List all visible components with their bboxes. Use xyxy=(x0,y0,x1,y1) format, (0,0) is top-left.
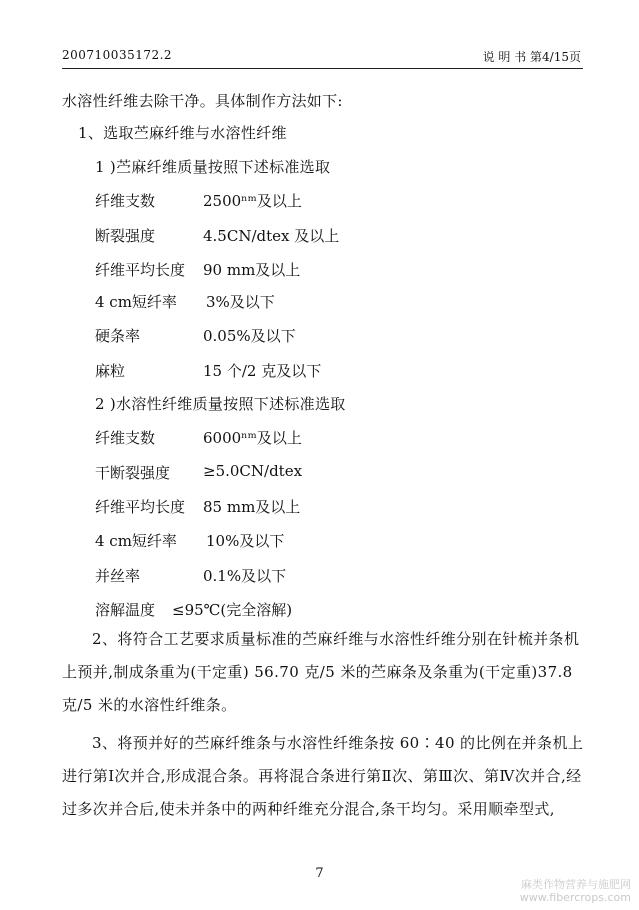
spec-label: 硬条率 xyxy=(95,327,141,345)
header-divider xyxy=(62,68,583,69)
spec-label: 纤维平均长度 xyxy=(95,261,186,279)
step1-title: 1、选取苎麻纤维与水溶性纤维 xyxy=(78,124,287,142)
page-info: 第4/15页 xyxy=(530,50,581,64)
spec-value: 15 个/2 克及以下 xyxy=(203,362,322,380)
spec-label: 4 cm短纤率 xyxy=(95,293,177,311)
ramie-spec-count xyxy=(95,190,575,210)
ramie-spec-strength xyxy=(95,225,575,245)
ws-spec-short-fiber xyxy=(95,530,575,550)
page-number: 7 xyxy=(315,866,324,881)
spec-value: 10%及以下 xyxy=(206,532,285,550)
spec-label: 溶解温度 xyxy=(95,601,156,619)
header-section-info xyxy=(483,48,581,65)
spec-value: 90 mm及以上 xyxy=(203,261,301,279)
spec-label: 并丝率 xyxy=(95,567,141,585)
spec-label: 4 cm短纤率 xyxy=(95,532,177,550)
ws-spec-dry-strength xyxy=(95,462,575,482)
step2-paragraph: 2、将符合工艺要求质量标准的苎麻纤维与水溶性纤维分别在针梳并条机上预并,制成条重为(干定重) 56.70 克/5 米的苎麻条及条重为(干定重)37.8 克/5 米的水溶性纤维条。 xyxy=(62,630,580,714)
spec-value: 0.05%及以下 xyxy=(203,327,296,345)
ws-spec-count xyxy=(95,427,575,447)
site-watermark xyxy=(520,878,631,904)
watersoluble-standard-title: 2 )水溶性纤维质量按照下述标准选取 xyxy=(95,395,346,413)
spec-value: ≥5.0CN/dtex xyxy=(203,462,303,480)
watermark-title: 麻类作物营养与施肥网 xyxy=(521,878,631,891)
intro-line: 水溶性纤维去除干净。具体制作方法如下: xyxy=(62,92,343,110)
ramie-spec-short-fiber xyxy=(95,291,575,311)
ramie-spec-length xyxy=(95,259,575,279)
spec-label: 干断裂强度 xyxy=(95,464,171,482)
step3-paragraph: 3、将预并好的苎麻纤维条与水溶性纤维条按 60∶40 的比例在并条机上进行第Ⅰ次并合,形成混合条。再将混合条进行第Ⅱ次、第Ⅲ次、第Ⅳ次并合,经过多次并合后,使未并条中的两种纤维充分混合,条干均匀。采用顺牵型式, xyxy=(62,734,584,818)
spec-value: 4.5CN/dtex 及以上 xyxy=(203,227,340,245)
spec-label: 麻粒 xyxy=(95,362,126,380)
spec-value: 6000ⁿᵐ及以上 xyxy=(203,429,302,447)
spec-value: 3%及以下 xyxy=(206,293,275,311)
section-title: 说 明 书 xyxy=(482,50,527,64)
spec-label: 断裂强度 xyxy=(95,227,156,245)
spec-value: ≤95℃(完全溶解) xyxy=(172,601,293,619)
ramie-spec-hard-strip xyxy=(95,325,575,345)
spec-value: 85 mm及以上 xyxy=(203,498,301,516)
ws-spec-length xyxy=(95,496,575,516)
watermark-url: www.fibercrops.com xyxy=(519,891,631,904)
ramie-spec-neps xyxy=(95,360,575,380)
ws-spec-dissolve-temp xyxy=(95,599,575,619)
spec-label: 纤维支数 xyxy=(95,429,156,447)
spec-value: 0.1%及以下 xyxy=(203,567,287,585)
ws-spec-doubled-filament xyxy=(95,565,575,585)
spec-label: 纤维平均长度 xyxy=(95,498,186,516)
spec-value: 2500ⁿᵐ及以上 xyxy=(203,192,302,210)
patent-number: 200710035172.2 xyxy=(62,48,173,62)
ramie-standard-title: 1 )苎麻纤维质量按照下述标准选取 xyxy=(95,158,331,176)
spec-label: 纤维支数 xyxy=(95,192,156,210)
